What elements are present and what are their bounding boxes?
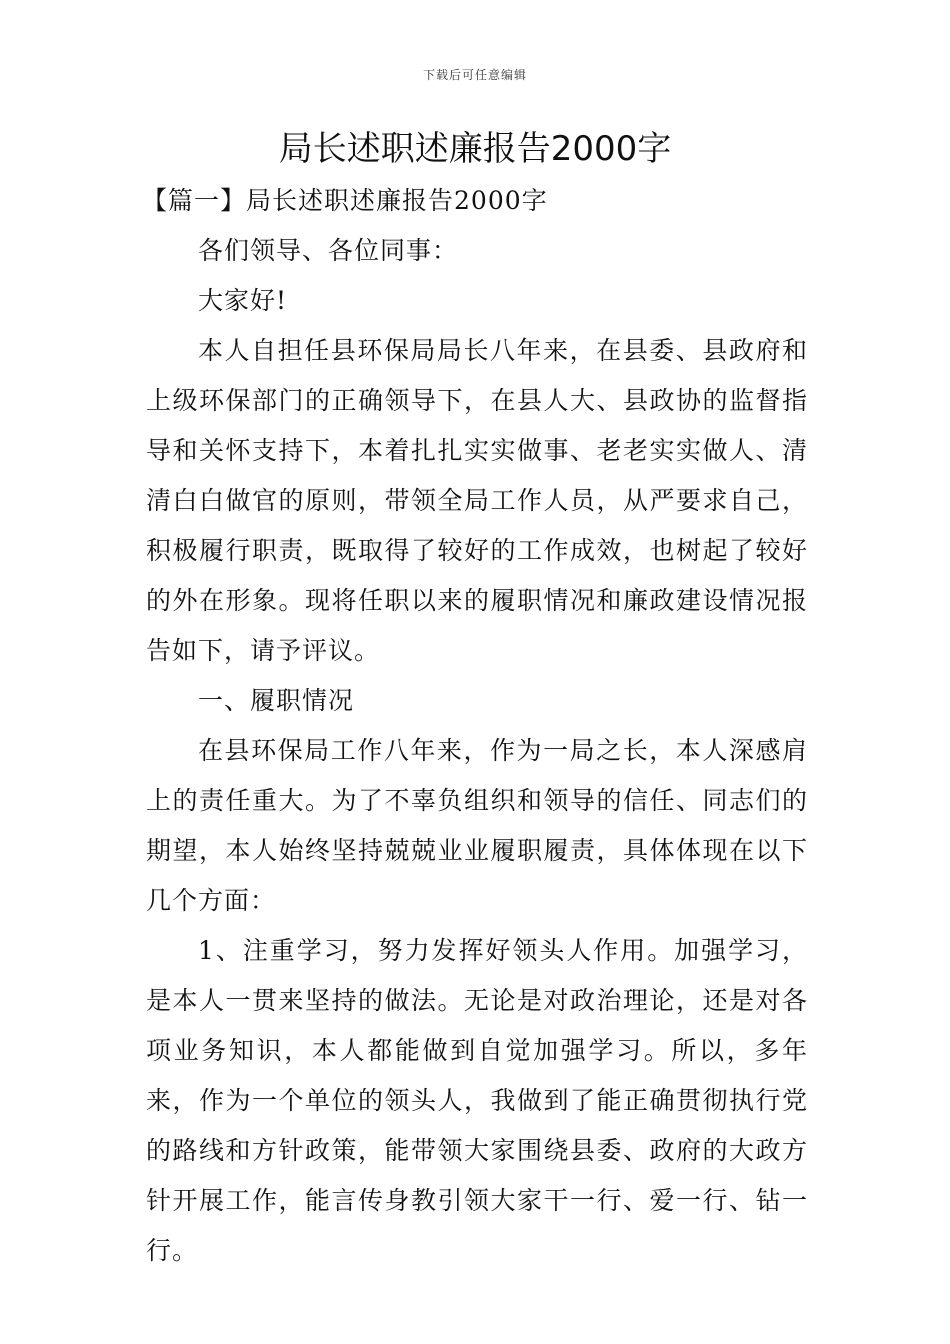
paragraph-duties: 在县环保局工作八年来，作为一局之长，本人深感肩上的责任重大。为了不辜负组织和领导的信任、同志们的期望，本人始终坚持兢兢业业履职履责，具体体现在以下几个方面： (146, 736, 808, 915)
section-heading: 【篇一】局长述职述廉报告2000字 (142, 186, 548, 215)
paragraph-greeting: 大家好! (198, 286, 288, 315)
header-note: 下载后可任意编辑 (422, 68, 527, 82)
document-body (142, 176, 808, 1276)
paragraph-subheading: 一、履职情况 (198, 686, 355, 715)
paragraph-salutation: 各们领导、各位同事： (198, 236, 459, 265)
paragraph-point-1: 1、注重学习，努力发挥好领头人作用。加强学习，是本人一贯来坚持的做法。无论是对政治理论，还是对各项业务知识，本人都能做到自觉加强学习。所以，多年来，作为一个单位的领头人，我做到了能正确贯彻执行党的路线和方针政策，能带领大家围绕县委、政府的大政方针开展工作，能言传身教引领大家干一行、爱一行、钻一行。 (146, 936, 808, 1265)
paragraph-intro: 本人自担任县环保局局长八年来，在县委、县政府和上级环保部门的正确领导下，在县人大、县政协的监督指导和关怀支持下，本着扎扎实实做事、老老实实做人、清清白白做官的原则，带领全局工作人员，从严要求自己，积极履行职责，既取得了较好的工作成效，也树起了较好的外在形象。现将任职以来的履职情况和廉政建设情况报告如下，请予评议。 (146, 336, 808, 665)
document-title: 局长述职述廉报告2000字 (278, 129, 672, 169)
